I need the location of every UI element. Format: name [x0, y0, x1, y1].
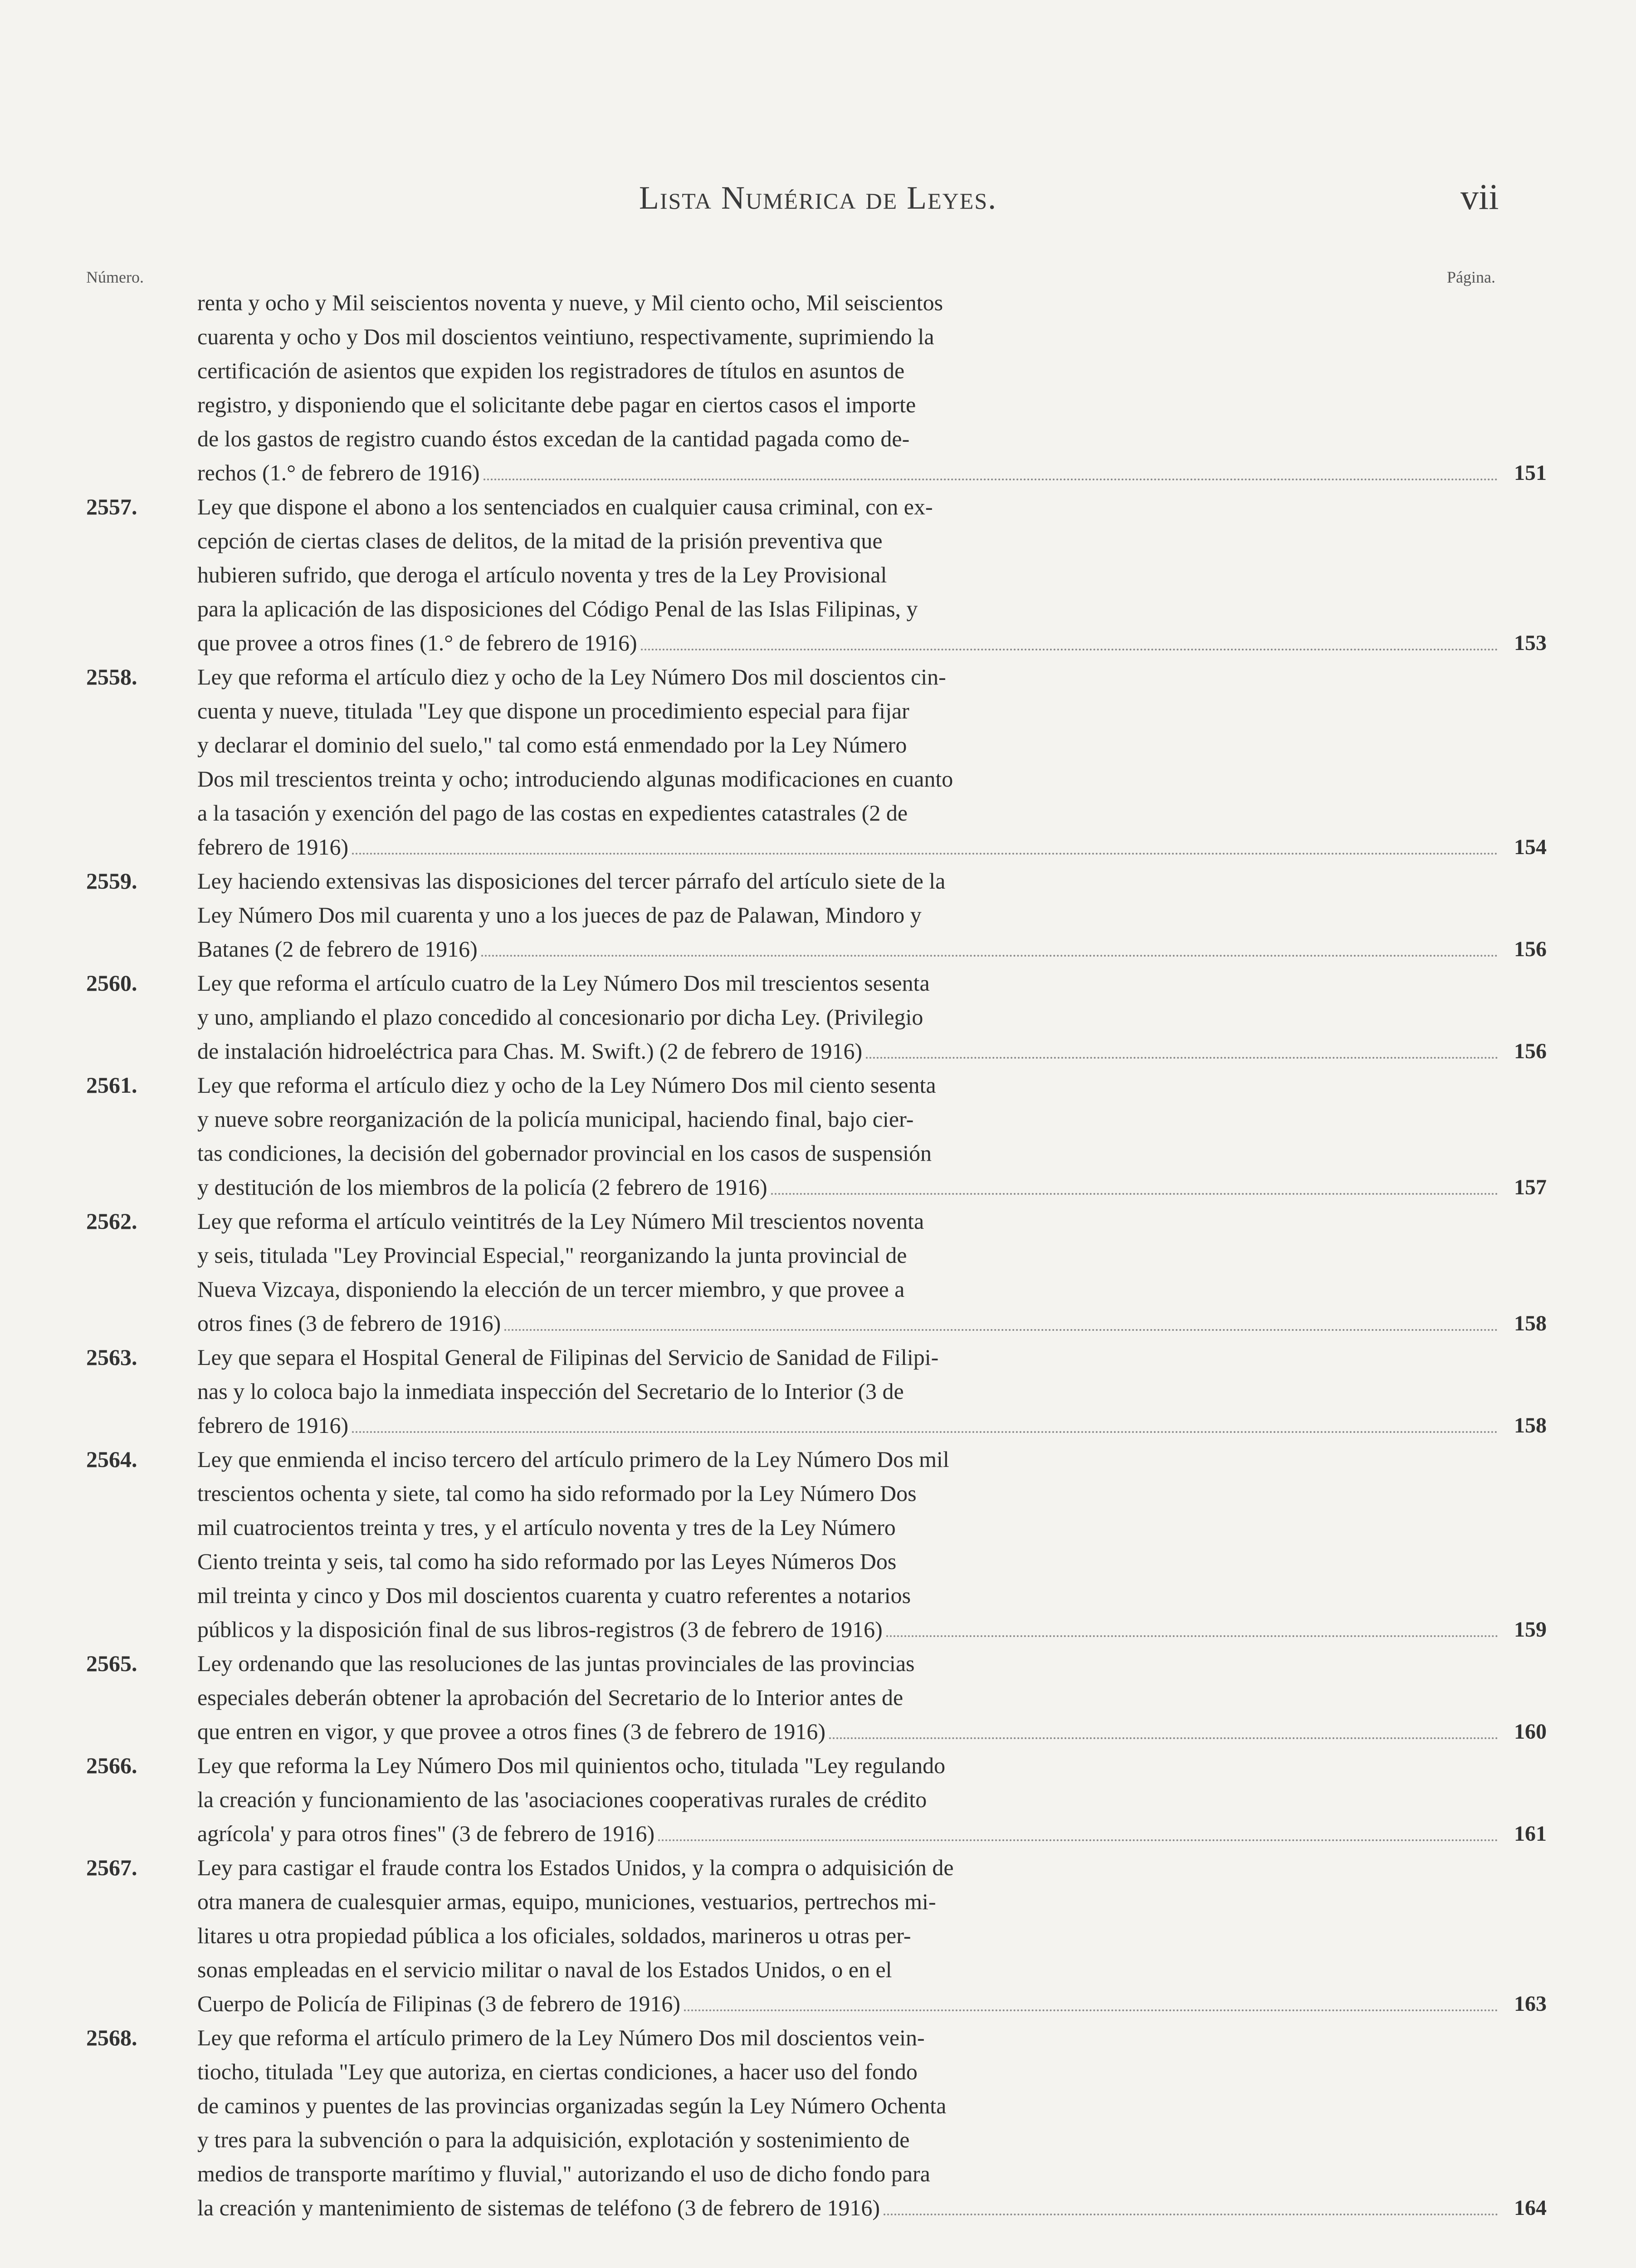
dot-leader [481, 955, 1498, 957]
description-line: Cuerpo de Policía de Filipinas (3 de febrero de 1916) [197, 1991, 680, 2016]
law-description [197, 1340, 1504, 1442]
description-line: Nueva Vizcaya, disponiendo la elección de un tercer miembro, y que provee a [197, 1276, 905, 1302]
page-reference: 161 [1514, 1822, 1547, 1846]
page-reference: 158 [1514, 1413, 1547, 1437]
law-entry [86, 1204, 1547, 1340]
description-line: Ley que reforma la Ley Número Dos mil quinientos ocho, titulada "Ley regulando [197, 1753, 946, 1778]
dot-leader [829, 1737, 1498, 1739]
description-last-line [197, 1034, 1504, 1068]
law-entry [86, 1851, 1547, 2021]
law-entry [86, 660, 1547, 864]
description-last-line [197, 456, 1504, 490]
dot-leader [866, 1057, 1498, 1059]
law-description [197, 966, 1504, 1068]
page-reference: 158 [1514, 1311, 1547, 1335]
description-line: cuarenta y ocho y Dos mil doscientos veintiuno, respectivamente, suprimiendo la [197, 324, 934, 349]
description-line: Ley que reforma el artículo cuatro de la Ley Número Dos mil trescientos sesenta [197, 970, 930, 996]
description-line: y tres para la subvención o para la adquisición, explotación y sostenimiento de [197, 2127, 910, 2152]
law-description [197, 286, 1504, 490]
description-last-line [197, 1306, 1504, 1340]
dot-leader [352, 1431, 1498, 1433]
description-line: mil cuatrocientos treinta y tres, y el artículo noventa y tres de la Ley Número [197, 1515, 896, 1540]
description-line: mil treinta y cinco y Dos mil doscientos cuarenta y cuatro referentes a notarios [197, 1583, 911, 1608]
description-line: y declarar el dominio del suelo," tal como está enmendado por la Ley Número [197, 732, 907, 758]
dot-leader [684, 2009, 1498, 2011]
page-reference: 153 [1514, 631, 1547, 655]
description-line: Ley que reforma el artículo diez y ocho de la Ley Número Dos mil ciento sesenta [197, 1072, 936, 1098]
law-description [197, 1851, 1504, 2021]
law-entry [86, 1340, 1547, 1442]
description-line: a la tasación y exención del pago de las costas en expedientes catastrales (2 de [197, 800, 908, 826]
law-entry [86, 286, 1547, 490]
description-line: que provee a otros fines (1.° de febrero de 1916) [197, 630, 637, 655]
law-entry [86, 864, 1547, 966]
description-line: Ley que reforma el artículo primero de la Ley Número Dos mil doscientos vein- [197, 2025, 925, 2050]
description-line: Ley haciendo extensivas las disposiciones del tercer párrafo del artículo siete de la [197, 868, 946, 894]
law-description [197, 490, 1504, 660]
description-line: Dos mil trescientos treinta y ocho; introduciendo algunas modificaciones en cuanto [197, 766, 953, 792]
description-last-line [197, 830, 1504, 864]
law-description [197, 1442, 1504, 1647]
description-line: para la aplicación de las disposiciones del Código Penal de las Islas Filipinas, y [197, 596, 918, 621]
description-line: de instalación hidroeléctrica para Chas. M. Swift.) (2 de febrero de 1916) [197, 1038, 863, 1064]
description-line: de los gastos de registro cuando éstos excedan de la cantidad pagada como de- [197, 426, 910, 451]
law-entry [86, 490, 1547, 660]
description-line: la creación y mantenimiento de sistemas de teléfono (3 de febrero de 1916) [197, 2195, 880, 2220]
description-line: cuenta y nueve, titulada "Ley que dispone un procedimiento especial para fijar [197, 698, 909, 723]
description-line: agrícola' y para otros fines" (3 de febrero de 1916) [197, 1821, 655, 1846]
law-number: 2566. [86, 1753, 137, 1778]
dot-leader [352, 853, 1498, 855]
description-line: Ley que dispone el abono a los sentenciados en cualquier causa criminal, con ex- [197, 494, 933, 519]
description-line: Ley que separa el Hospital General de Filipinas del Servicio de Sanidad de Filipi- [197, 1344, 939, 1370]
description-last-line [197, 1715, 1504, 1749]
law-number: 2562. [86, 1208, 137, 1234]
law-number: 2568. [86, 2025, 137, 2050]
description-last-line [197, 626, 1504, 660]
description-line: Ley para castigar el fraude contra los Estados Unidos, y la compra o adquisición de [197, 1855, 954, 1880]
law-number: 2559. [86, 868, 137, 894]
description-line: certificación de asientos que expiden los registradores de títulos en asuntos de [197, 358, 905, 383]
law-number: 2563. [86, 1344, 137, 1370]
dot-leader [483, 479, 1498, 480]
number-column-label: Número. [86, 268, 144, 286]
description-last-line [197, 932, 1504, 966]
description-line: medios de transporte marítimo y fluvial," autorizando el uso de dicho fondo para [197, 2161, 930, 2186]
law-description [197, 1204, 1504, 1340]
description-line: Ciento treinta y seis, tal como ha sido reformado por las Leyes Números Dos [197, 1549, 897, 1574]
description-line: Ley que reforma el artículo diez y ocho de la Ley Número Dos mil doscientos cin- [197, 664, 946, 689]
description-line: litares u otra propiedad pública a los oficiales, soldados, marineros u otras per- [197, 1923, 911, 1948]
law-entry [86, 2021, 1547, 2225]
description-line: febrero de 1916) [197, 1413, 349, 1438]
page-title: Lista Numérica de Leyes. [639, 180, 997, 216]
description-line: y destitución de los miembros de la policía (2 febrero de 1916) [197, 1174, 767, 1200]
law-entry [86, 1647, 1547, 1749]
description-line: hubieren sufrido, que deroga el artículo noventa y tres de la Ley Provisional [197, 562, 887, 587]
description-line: sonas empleadas en el servicio militar o naval de los Estados Unidos, o en el [197, 1957, 892, 1982]
law-description [197, 1647, 1504, 1749]
description-line: la creación y funcionamiento de las 'asociaciones cooperativas rurales de crédito [197, 1787, 927, 1812]
description-last-line [197, 1817, 1504, 1851]
description-line: Ley Número Dos mil cuarenta y uno a los jueces de paz de Palawan, Mindoro y [197, 902, 922, 928]
description-line: y seis, titulada "Ley Provincial Especial," reorganizando la junta provincial de [197, 1242, 907, 1268]
description-line: Ley que enmienda el inciso tercero del artículo primero de la Ley Número Dos mil [197, 1447, 949, 1472]
law-number: 2565. [86, 1651, 137, 1676]
page-reference: 164 [1514, 2196, 1547, 2220]
law-entry [86, 1442, 1547, 1647]
law-number: 2557. [86, 494, 137, 519]
law-entry [86, 1068, 1547, 1204]
description-line: nas y lo coloca bajo la inmediata inspección del Secretario de lo Interior (3 de [197, 1378, 904, 1404]
law-number: 2561. [86, 1072, 137, 1098]
description-line: y uno, ampliando el plazo concedido al concesionario por dicha Ley. (Privilegio [197, 1004, 923, 1030]
description-last-line [197, 1987, 1504, 2021]
description-line: de caminos y puentes de las provincias organizadas según la Ley Número Ochenta [197, 2093, 947, 2118]
description-line: Ley que reforma el artículo veintitrés de la Ley Número Mil trescientos noventa [197, 1208, 924, 1234]
dot-leader [641, 649, 1498, 650]
dot-leader [886, 1635, 1498, 1637]
law-description [197, 1749, 1504, 1851]
law-number: 2564. [86, 1447, 137, 1472]
law-description [197, 1068, 1504, 1204]
page-reference: 157 [1514, 1175, 1547, 1199]
description-line: renta y ocho y Mil seiscientos noventa y nueve, y Mil ciento ocho, Mil seiscientos [197, 290, 943, 315]
description-line: que entren en vigor, y que provee a otros fines (3 de febrero de 1916) [197, 1719, 825, 1744]
page-reference: 151 [1514, 461, 1547, 485]
description-line: cepción de ciertas clases de delitos, de la mitad de la prisión preventiva que [197, 528, 883, 553]
description-line: otros fines (3 de febrero de 1916) [197, 1310, 501, 1336]
dot-leader [884, 2214, 1498, 2215]
dot-leader [771, 1193, 1498, 1195]
description-last-line [197, 1613, 1504, 1647]
law-number: 2560. [86, 970, 137, 996]
description-last-line [197, 2191, 1504, 2225]
description-line: públicos y la disposición final de sus libros-registros (3 de febrero de 1916) [197, 1617, 883, 1642]
page-reference: 154 [1514, 835, 1547, 859]
page-reference: 163 [1514, 1992, 1547, 2016]
description-line: y nueve sobre reorganización de la policía municipal, haciendo final, bajo cier- [197, 1106, 914, 1132]
description-line: Batanes (2 de febrero de 1916) [197, 936, 478, 962]
law-entry [86, 1749, 1547, 1851]
description-line: tiocho, titulada "Ley que autoriza, en ciertas condiciones, a hacer uso del fondo [197, 2059, 918, 2084]
description-last-line [197, 1170, 1504, 1204]
law-number: 2558. [86, 664, 137, 689]
description-line: Ley ordenando que las resoluciones de las juntas provinciales de las provincias [197, 1651, 915, 1676]
description-line: registro, y disponiendo que el solicitante debe pagar en ciertos casos el importe [197, 392, 916, 417]
law-description [197, 2021, 1504, 2225]
law-entry [86, 966, 1547, 1068]
description-line: especiales deberán obtener la aprobación del Secretario de lo Interior antes de [197, 1685, 903, 1710]
description-line: febrero de 1916) [197, 834, 349, 860]
description-line: otra manera de cualesquier armas, equipo, municiones, vestuarios, pertrechos mi- [197, 1889, 936, 1914]
law-list [86, 286, 1547, 2225]
law-number: 2567. [86, 1855, 137, 1880]
description-line: trescientos ochenta y siete, tal como ha sido reformado por la Ley Número Dos [197, 1481, 917, 1506]
law-description [197, 660, 1504, 864]
dot-leader [658, 1839, 1498, 1841]
page-reference: 156 [1514, 937, 1547, 961]
page-number: vii [1460, 177, 1499, 217]
description-line: rechos (1.° de febrero de 1916) [197, 460, 480, 485]
law-description [197, 864, 1504, 966]
page-column-label: Página. [1447, 268, 1495, 286]
page-reference: 159 [1514, 1618, 1547, 1642]
description-line: tas condiciones, la decisión del gobernador provincial en los casos de suspensión [197, 1140, 932, 1166]
dot-leader [504, 1329, 1498, 1331]
page-reference: 160 [1514, 1720, 1547, 1744]
page-reference: 156 [1514, 1039, 1547, 1063]
description-last-line [197, 1408, 1504, 1442]
